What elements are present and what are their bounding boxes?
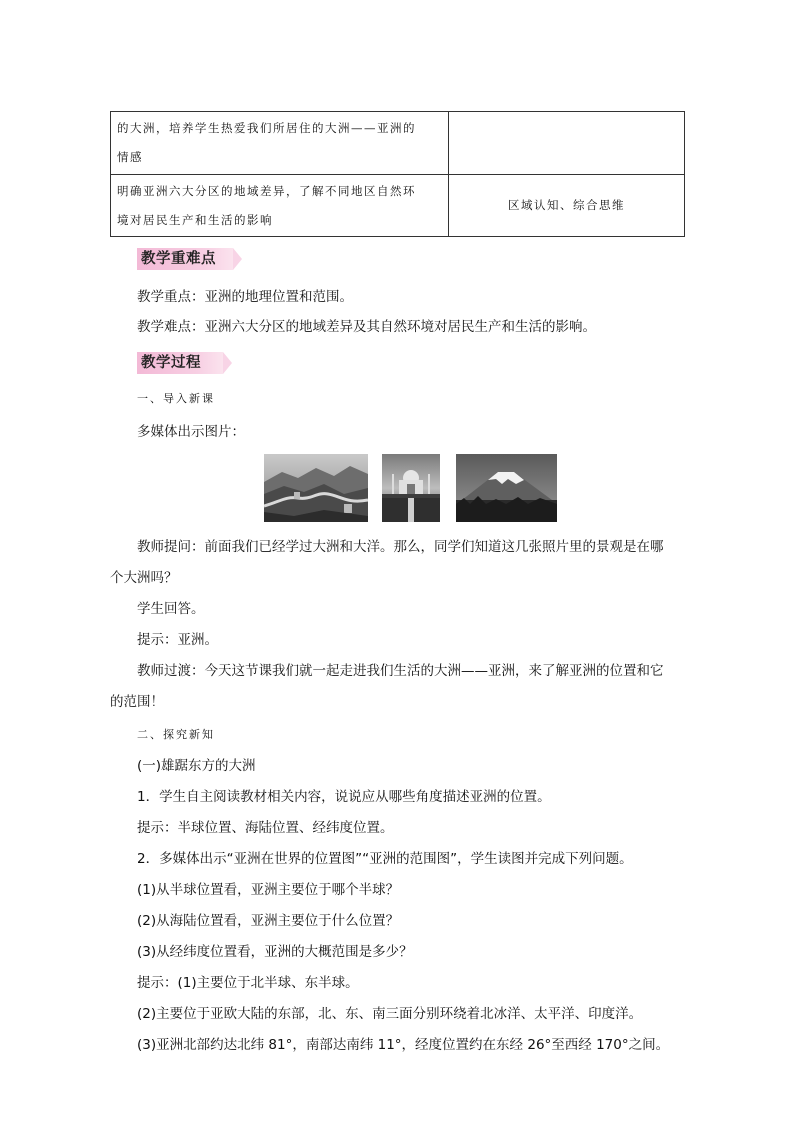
transition-line: 教师过渡：今天这节课我们就一起走进我们生活的大洲——亚洲，来了解亚洲的位置和它 [137, 663, 664, 679]
difficult-point-text: 教学难点：亚洲六大分区的地域差异及其自然环境对居民生产和生活的影响。 [137, 319, 596, 335]
cell-text-line: 的大洲，培养学生热爱我们所居住的大洲——亚洲的 [117, 121, 416, 135]
teacher-question-line: 教师提问：前面我们已经学过大洲和大洋。那么，同学们知道这几张照片里的景观是在哪 [137, 539, 664, 555]
table-cell-empty [449, 112, 685, 175]
table-row [111, 112, 685, 175]
table-cell [111, 112, 449, 175]
part1-heading: 一、导入新课 [137, 392, 215, 405]
table-cell [111, 175, 449, 237]
transition-line: 的范围！ [110, 694, 164, 710]
table-cell-literacy: 区域认知、综合思维 [449, 175, 685, 237]
item-text: 2．多媒体出示“亚洲在世界的位置图”“亚洲的范围图”，学生读图并完成下列问题。 [137, 851, 633, 867]
section-badge-process [137, 352, 241, 374]
media-intro-text: 多媒体出示图片： [137, 424, 245, 440]
teacher-question-line: 个大洲吗？ [110, 570, 178, 586]
teaching-goals-table [110, 111, 685, 237]
item-text: 1．学生自主阅读教材相关内容，说说应从哪些角度描述亚洲的位置。 [137, 789, 551, 805]
great-wall-photo [264, 454, 368, 522]
hint-text: 提示：半球位置、海陆位置、经纬度位置。 [137, 820, 394, 836]
section-badge-difficulty [137, 248, 241, 270]
section-title: 教学重难点 [141, 251, 216, 267]
answer-text: 提示：(1)主要位于北半球、东半球。 [137, 975, 359, 991]
cell-text-line: 情感 [117, 150, 143, 164]
student-answer-text: 学生回答。 [137, 601, 205, 617]
answer-text: (3)亚洲北部约达北纬 81°，南部达南纬 11°，经度位置约在东经 26°至西经 170°之间。 [137, 1037, 670, 1053]
sub-heading: (一)雄踞东方的大洲 [137, 758, 256, 774]
badge-arrow-icon [233, 248, 242, 270]
taj-mahal-photo [382, 454, 440, 522]
part2-heading: 二、探究新知 [137, 728, 215, 741]
question-text: (1)从半球位置看，亚洲主要位于哪个半球？ [137, 882, 400, 898]
section-title: 教学过程 [141, 355, 201, 371]
mount-fuji-photo [456, 454, 557, 522]
cell-text-line: 明确亚洲六大分区的地域差异，了解不同地区自然环 [117, 183, 416, 198]
table-row [111, 175, 685, 237]
question-text: (2)从海陆位置看，亚洲主要位于什么位置？ [137, 913, 400, 929]
cell-text-line: 境对居民生产和生活的影响 [117, 212, 273, 227]
question-text: (3)从经纬度位置看，亚洲的大概范围是多少？ [137, 944, 413, 960]
answer-text: (2)主要位于亚欧大陆的东部，北、东、南三面分别环绕着北冰洋、太平洋、印度洋。 [137, 1006, 643, 1022]
badge-arrow-icon [223, 352, 232, 374]
key-point-text: 教学重点：亚洲的地理位置和范围。 [137, 289, 353, 305]
hint-text: 提示：亚洲。 [137, 632, 218, 648]
